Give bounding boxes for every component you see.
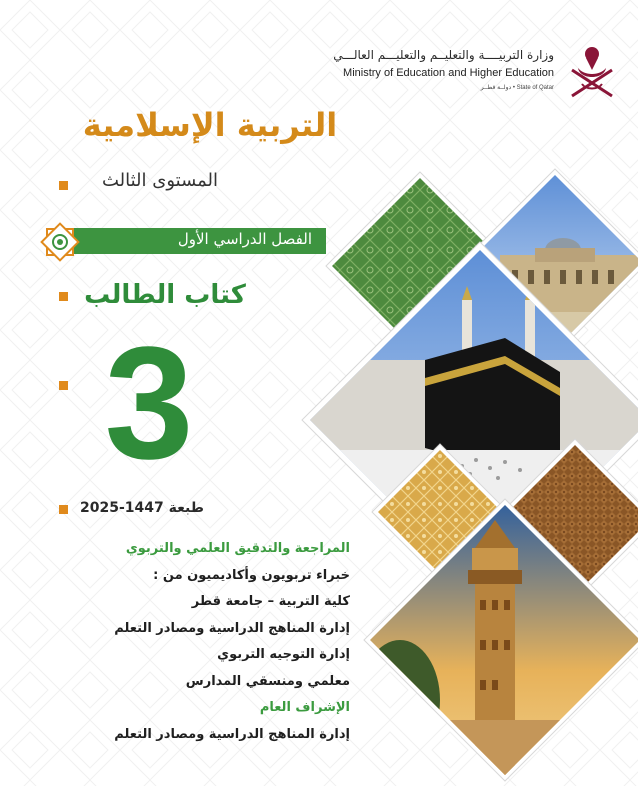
credit-line: إدارة المناهج الدراسية ومصادر التعلم [114,620,350,636]
credit-heading-review: المراجعة والتدقيق العلمي والتربوي [125,541,350,556]
credit-heading-supervision: الإشراف العام [259,700,350,715]
state-label: State of Qatar • دولــة قطــر [480,85,554,91]
level-label: المستوى الثالث [101,170,219,191]
subject-title: التربية الإسلامية [82,106,338,144]
credit-line: خبراء تربويون وأكاديميون من : [153,567,350,583]
ministry-name-ar: وزارة التربيــــة والتعليــم والتعليـــم العالـــي [333,48,554,62]
edition-label: طبعة 1447-2025 [80,500,204,516]
credit-line: معلمي ومنسقي المدارس [185,673,350,689]
credit-line: كلية التربية – جامعة قطر [191,594,350,609]
credit-line: إدارة التوجيه التربوي [217,647,350,662]
book-type-title: كتاب الطالب [84,280,246,310]
semester-label: الفصل الدراسي الأول [177,230,312,248]
grade-number: 3 [104,313,194,492]
credit-line: إدارة المناهج الدراسية ومصادر التعلم [114,726,350,742]
ministry-name-en: Ministry of Education and Higher Education [343,67,554,79]
